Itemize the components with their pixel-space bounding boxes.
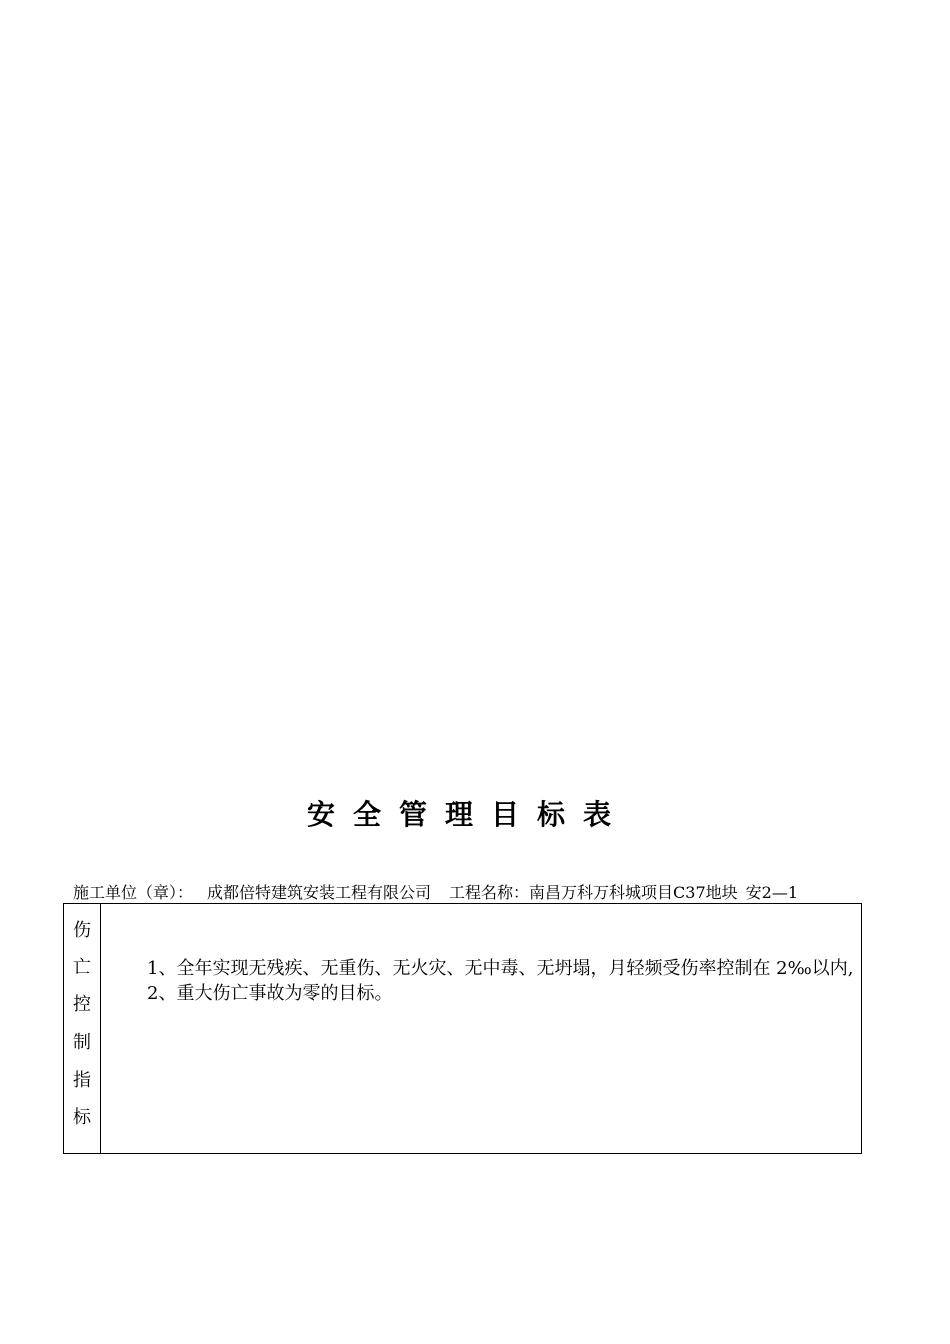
row-label-char: 制: [73, 1032, 91, 1053]
form-header: [73, 882, 873, 904]
row-label-char: 伤: [73, 920, 91, 941]
form-code: 安2—1: [745, 883, 799, 902]
target-item: 2、重大伤亡事故为零的目标。: [147, 983, 393, 1004]
row-label-char: 标: [73, 1107, 91, 1128]
row-label-cell: [64, 904, 101, 1153]
unit-name: 成都倍特建筑安装工程有限公司: [207, 883, 432, 902]
page-title: 安全管理目标表: [306, 798, 629, 831]
project-label: 工程名称：: [449, 883, 530, 902]
row-label-char: 控: [73, 994, 91, 1015]
unit-label: 施工单位（章）：: [73, 883, 194, 902]
project-name: 南昌万科万科城项目C37地块: [529, 883, 738, 902]
safety-target-table: [63, 903, 862, 1154]
row-label-char: 亡: [73, 957, 91, 978]
target-item: 1、全年实现无残疾、无重伤、无火灾、无中毒、无坍塌，月轻频受伤率控制在 2‰以内,: [147, 958, 854, 979]
target-content-cell: [102, 904, 861, 1153]
row-label-char: 指: [73, 1070, 91, 1091]
